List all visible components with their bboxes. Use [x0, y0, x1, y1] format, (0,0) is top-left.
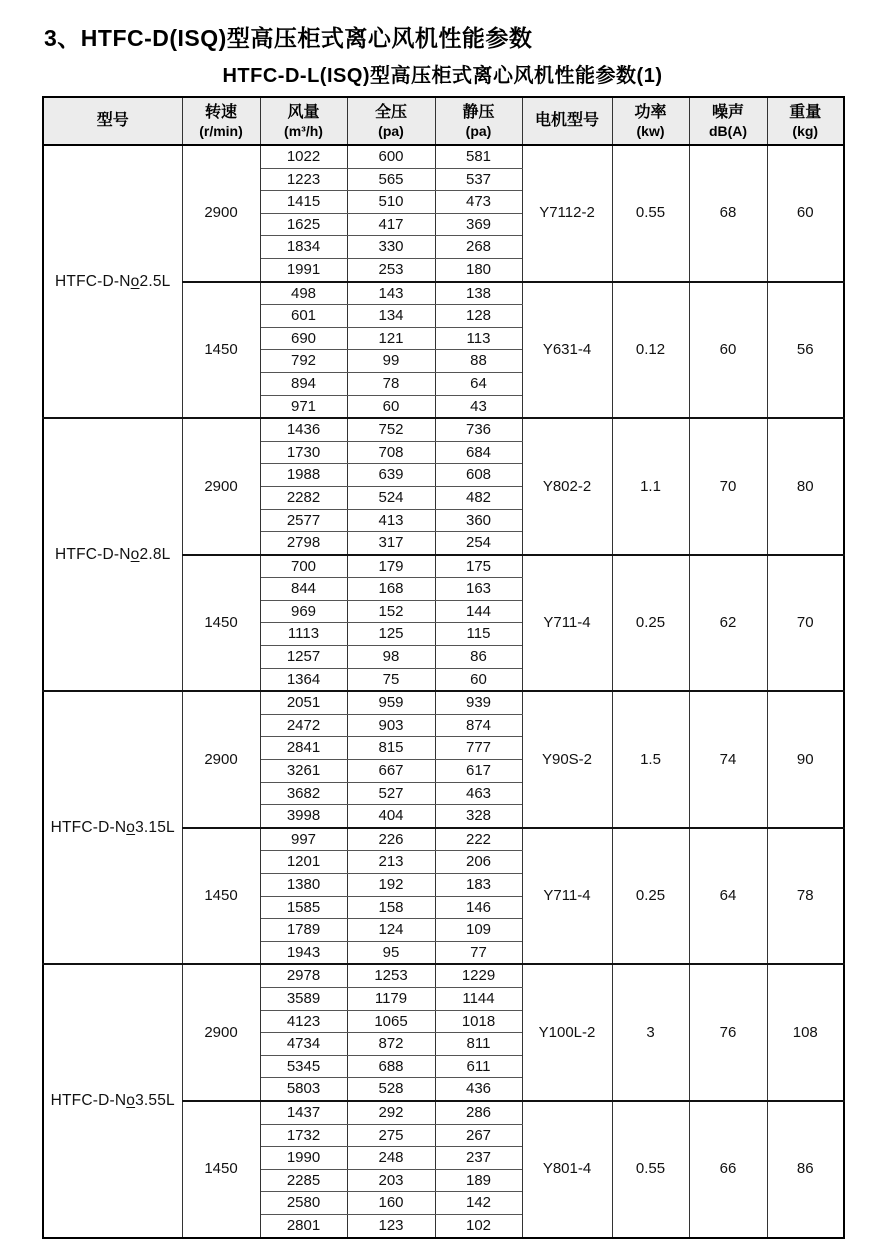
airflow-cell: 2841 [260, 737, 347, 760]
model-name-part: 2.5L [139, 272, 171, 290]
weight-cell: 108 [767, 964, 844, 1101]
static-pressure-cell: 64 [435, 372, 522, 395]
airflow-cell: 969 [260, 600, 347, 623]
airflow-cell: 1022 [260, 145, 347, 168]
airflow-cell: 1834 [260, 236, 347, 259]
total-pressure-cell: 600 [347, 145, 435, 168]
total-pressure-cell: 158 [347, 896, 435, 919]
static-pressure-cell: 939 [435, 691, 522, 714]
static-pressure-cell: 183 [435, 874, 522, 897]
total-pressure-cell: 639 [347, 464, 435, 487]
static-pressure-cell: 60 [435, 668, 522, 691]
speed-cell: 1450 [182, 555, 260, 692]
speed-cell: 1450 [182, 828, 260, 965]
static-pressure-cell: 369 [435, 213, 522, 236]
speed-cell: 2900 [182, 418, 260, 555]
airflow-cell: 690 [260, 327, 347, 350]
airflow-cell: 1257 [260, 646, 347, 669]
static-pressure-cell: 436 [435, 1078, 522, 1101]
airflow-cell: 1201 [260, 851, 347, 874]
col-header-label: 型号 [96, 112, 129, 129]
col-header-unit: (pa) [378, 122, 404, 139]
total-pressure-cell: 134 [347, 305, 435, 328]
noise-cell: 74 [689, 691, 767, 828]
speed-cell: 2900 [182, 145, 260, 282]
total-pressure-cell: 203 [347, 1169, 435, 1192]
col-header-unit: (kw) [636, 122, 665, 139]
airflow-cell: 1730 [260, 441, 347, 464]
col-header-label: 转速 [204, 103, 237, 121]
total-pressure-cell: 528 [347, 1078, 435, 1101]
static-pressure-cell: 254 [435, 532, 522, 555]
static-pressure-cell: 138 [435, 282, 522, 305]
static-pressure-cell: 128 [435, 305, 522, 328]
static-pressure-cell: 222 [435, 828, 522, 851]
static-pressure-cell: 482 [435, 486, 522, 509]
airflow-cell: 4734 [260, 1033, 347, 1056]
noise-cell: 66 [689, 1101, 767, 1238]
airflow-cell: 4123 [260, 1010, 347, 1033]
airflow-cell: 700 [260, 555, 347, 578]
static-pressure-cell: 537 [435, 168, 522, 191]
total-pressure-cell: 510 [347, 191, 435, 214]
col-header-motor [522, 97, 612, 145]
total-pressure-cell: 317 [347, 532, 435, 555]
static-pressure-cell: 608 [435, 464, 522, 487]
airflow-cell: 2580 [260, 1192, 347, 1215]
static-pressure-cell: 180 [435, 258, 522, 281]
static-pressure-cell: 88 [435, 350, 522, 373]
static-pressure-cell: 684 [435, 441, 522, 464]
static-pressure-cell: 113 [435, 327, 522, 350]
airflow-cell: 2282 [260, 486, 347, 509]
model-cell [43, 964, 182, 1237]
performance-table [42, 96, 845, 1239]
total-pressure-cell: 752 [347, 418, 435, 441]
motor-cell: Y100L-2 [522, 964, 612, 1101]
total-pressure-cell: 75 [347, 668, 435, 691]
total-pressure-cell: 160 [347, 1192, 435, 1215]
airflow-cell: 2285 [260, 1169, 347, 1192]
airflow-cell: 1415 [260, 191, 347, 214]
total-pressure-cell: 1065 [347, 1010, 435, 1033]
col-header-speed [182, 97, 260, 145]
total-pressure-cell: 292 [347, 1101, 435, 1124]
airflow-cell: 1991 [260, 258, 347, 281]
col-header-noise [689, 97, 767, 145]
motor-cell: Y90S-2 [522, 691, 612, 828]
motor-cell: Y802-2 [522, 418, 612, 555]
speed-cell: 2900 [182, 964, 260, 1101]
static-pressure-cell: 581 [435, 145, 522, 168]
table-row [43, 145, 844, 168]
col-header-label: 功率 [634, 103, 667, 121]
total-pressure-cell: 123 [347, 1214, 435, 1237]
static-pressure-cell: 86 [435, 646, 522, 669]
header-row [43, 97, 844, 145]
static-pressure-cell: 360 [435, 509, 522, 532]
static-pressure-cell: 268 [435, 236, 522, 259]
table-row [43, 691, 844, 714]
total-pressure-cell: 903 [347, 714, 435, 737]
power-cell: 3 [612, 964, 689, 1101]
model-cell [43, 145, 182, 418]
airflow-cell: 844 [260, 578, 347, 601]
airflow-cell: 3998 [260, 805, 347, 828]
model-name-part: HTFC-D-N [50, 1092, 127, 1110]
total-pressure-cell: 275 [347, 1124, 435, 1147]
airflow-cell: 1364 [260, 668, 347, 691]
model-cell [43, 418, 182, 691]
airflow-cell: 2051 [260, 691, 347, 714]
airflow-cell: 3589 [260, 987, 347, 1010]
model-name-part: o [130, 272, 140, 290]
total-pressure-cell: 330 [347, 236, 435, 259]
power-cell: 0.55 [612, 145, 689, 282]
airflow-cell: 894 [260, 372, 347, 395]
weight-cell: 80 [767, 418, 844, 555]
total-pressure-cell: 78 [347, 372, 435, 395]
total-pressure-cell: 60 [347, 395, 435, 418]
airflow-cell: 1732 [260, 1124, 347, 1147]
power-cell: 0.25 [612, 828, 689, 965]
noise-cell: 68 [689, 145, 767, 282]
total-pressure-cell: 815 [347, 737, 435, 760]
total-pressure-cell: 152 [347, 600, 435, 623]
static-pressure-cell: 473 [435, 191, 522, 214]
col-header-airflow [260, 97, 347, 145]
airflow-cell: 3261 [260, 760, 347, 783]
col-header-label: 电机型号 [534, 112, 599, 129]
total-pressure-cell: 192 [347, 874, 435, 897]
model-name-part: o [126, 1092, 136, 1110]
col-header-label: 全压 [374, 103, 407, 121]
total-pressure-cell: 121 [347, 327, 435, 350]
total-pressure-cell: 99 [347, 350, 435, 373]
noise-cell: 70 [689, 418, 767, 555]
static-pressure-cell: 102 [435, 1214, 522, 1237]
static-pressure-cell: 463 [435, 782, 522, 805]
static-pressure-cell: 874 [435, 714, 522, 737]
static-pressure-cell: 736 [435, 418, 522, 441]
airflow-cell: 1113 [260, 623, 347, 646]
table-row [43, 418, 844, 441]
static-pressure-cell: 109 [435, 919, 522, 942]
total-pressure-cell: 872 [347, 1033, 435, 1056]
weight-cell: 90 [767, 691, 844, 828]
total-pressure-cell: 213 [347, 851, 435, 874]
total-pressure-cell: 179 [347, 555, 435, 578]
airflow-cell: 1223 [260, 168, 347, 191]
static-pressure-cell: 777 [435, 737, 522, 760]
airflow-cell: 498 [260, 282, 347, 305]
noise-cell: 64 [689, 828, 767, 965]
motor-cell: Y631-4 [522, 282, 612, 419]
static-pressure-cell: 142 [435, 1192, 522, 1215]
col-header-label: 静压 [462, 103, 495, 121]
weight-cell: 70 [767, 555, 844, 692]
power-cell: 1.1 [612, 418, 689, 555]
page-title: 3、HTFC-D(ISQ)型高压柜式离心风机性能参数 [44, 25, 533, 51]
total-pressure-cell: 708 [347, 441, 435, 464]
total-pressure-cell: 524 [347, 486, 435, 509]
total-pressure-cell: 959 [347, 691, 435, 714]
motor-cell: Y801-4 [522, 1101, 612, 1238]
col-header-static-pressure [435, 97, 522, 145]
model-name-part: 3.15L [135, 819, 175, 837]
static-pressure-cell: 1018 [435, 1010, 522, 1033]
static-pressure-cell: 163 [435, 578, 522, 601]
table-title: HTFC-D-L(ISQ)型高压柜式离心风机性能参数(1) [222, 65, 663, 87]
total-pressure-cell: 688 [347, 1055, 435, 1078]
total-pressure-cell: 565 [347, 168, 435, 191]
airflow-cell: 2978 [260, 964, 347, 987]
static-pressure-cell: 1144 [435, 987, 522, 1010]
col-header-label: 噪声 [711, 103, 744, 121]
motor-cell: Y711-4 [522, 555, 612, 692]
total-pressure-cell: 124 [347, 919, 435, 942]
total-pressure-cell: 125 [347, 623, 435, 646]
airflow-cell: 5345 [260, 1055, 347, 1078]
static-pressure-cell: 206 [435, 851, 522, 874]
total-pressure-cell: 248 [347, 1147, 435, 1170]
power-cell: 0.12 [612, 282, 689, 419]
col-header-weight [767, 97, 844, 145]
airflow-cell: 1990 [260, 1147, 347, 1170]
airflow-cell: 1585 [260, 896, 347, 919]
total-pressure-cell: 404 [347, 805, 435, 828]
static-pressure-cell: 1229 [435, 964, 522, 987]
static-pressure-cell: 611 [435, 1055, 522, 1078]
total-pressure-cell: 667 [347, 760, 435, 783]
total-pressure-cell: 168 [347, 578, 435, 601]
noise-cell: 60 [689, 282, 767, 419]
col-header-model [43, 97, 182, 145]
model-name-part: 3.55L [135, 1092, 175, 1110]
model-name-part: HTFC-D-N [50, 819, 127, 837]
total-pressure-cell: 1253 [347, 964, 435, 987]
weight-cell: 60 [767, 145, 844, 282]
power-cell: 1.5 [612, 691, 689, 828]
airflow-cell: 971 [260, 395, 347, 418]
static-pressure-cell: 237 [435, 1147, 522, 1170]
col-header-unit: dB(A) [708, 122, 748, 139]
static-pressure-cell: 146 [435, 896, 522, 919]
static-pressure-cell: 617 [435, 760, 522, 783]
airflow-cell: 2801 [260, 1214, 347, 1237]
model-cell [43, 691, 182, 964]
total-pressure-cell: 417 [347, 213, 435, 236]
motor-cell: Y711-4 [522, 828, 612, 965]
static-pressure-cell: 811 [435, 1033, 522, 1056]
airflow-cell: 1789 [260, 919, 347, 942]
static-pressure-cell: 175 [435, 555, 522, 578]
weight-cell: 56 [767, 282, 844, 419]
airflow-cell: 1988 [260, 464, 347, 487]
airflow-cell: 5803 [260, 1078, 347, 1101]
total-pressure-cell: 413 [347, 509, 435, 532]
airflow-cell: 997 [260, 828, 347, 851]
total-pressure-cell: 226 [347, 828, 435, 851]
airflow-cell: 601 [260, 305, 347, 328]
airflow-cell: 792 [260, 350, 347, 373]
total-pressure-cell: 527 [347, 782, 435, 805]
static-pressure-cell: 286 [435, 1101, 522, 1124]
model-name-part: HTFC-D-N [55, 272, 131, 290]
static-pressure-cell: 144 [435, 600, 522, 623]
power-cell: 0.25 [612, 555, 689, 692]
speed-cell: 1450 [182, 1101, 260, 1238]
table-row [43, 964, 844, 987]
static-pressure-cell: 115 [435, 623, 522, 646]
model-name-part: 2.8L [139, 545, 171, 563]
weight-cell: 86 [767, 1101, 844, 1238]
speed-cell: 1450 [182, 282, 260, 419]
col-header-unit: (r/min) [199, 122, 243, 139]
static-pressure-cell: 189 [435, 1169, 522, 1192]
col-header-label: 风量 [287, 103, 320, 121]
total-pressure-cell: 95 [347, 941, 435, 964]
speed-cell: 2900 [182, 691, 260, 828]
col-header-label: 重量 [789, 103, 822, 121]
airflow-cell: 1380 [260, 874, 347, 897]
static-pressure-cell: 43 [435, 395, 522, 418]
motor-cell: Y7112-2 [522, 145, 612, 282]
airflow-cell: 1436 [260, 418, 347, 441]
total-pressure-cell: 1179 [347, 987, 435, 1010]
airflow-cell: 2798 [260, 532, 347, 555]
model-name-part: o [126, 819, 136, 837]
total-pressure-cell: 143 [347, 282, 435, 305]
model-name-part: o [130, 545, 140, 563]
noise-cell: 76 [689, 964, 767, 1101]
static-pressure-cell: 328 [435, 805, 522, 828]
col-header-unit: (m³/h) [284, 122, 323, 139]
col-header-total-pressure [347, 97, 435, 145]
airflow-cell: 2577 [260, 509, 347, 532]
col-header-power [612, 97, 689, 145]
airflow-cell: 1437 [260, 1101, 347, 1124]
airflow-cell: 3682 [260, 782, 347, 805]
weight-cell: 78 [767, 828, 844, 965]
airflow-cell: 1625 [260, 213, 347, 236]
airflow-cell: 2472 [260, 714, 347, 737]
col-header-unit: (pa) [465, 122, 492, 139]
total-pressure-cell: 98 [347, 646, 435, 669]
model-name-part: HTFC-D-N [55, 545, 131, 563]
col-header-unit: (kg) [792, 122, 819, 139]
total-pressure-cell: 253 [347, 258, 435, 281]
power-cell: 0.55 [612, 1101, 689, 1238]
static-pressure-cell: 267 [435, 1124, 522, 1147]
noise-cell: 62 [689, 555, 767, 692]
airflow-cell: 1943 [260, 941, 347, 964]
static-pressure-cell: 77 [435, 941, 522, 964]
